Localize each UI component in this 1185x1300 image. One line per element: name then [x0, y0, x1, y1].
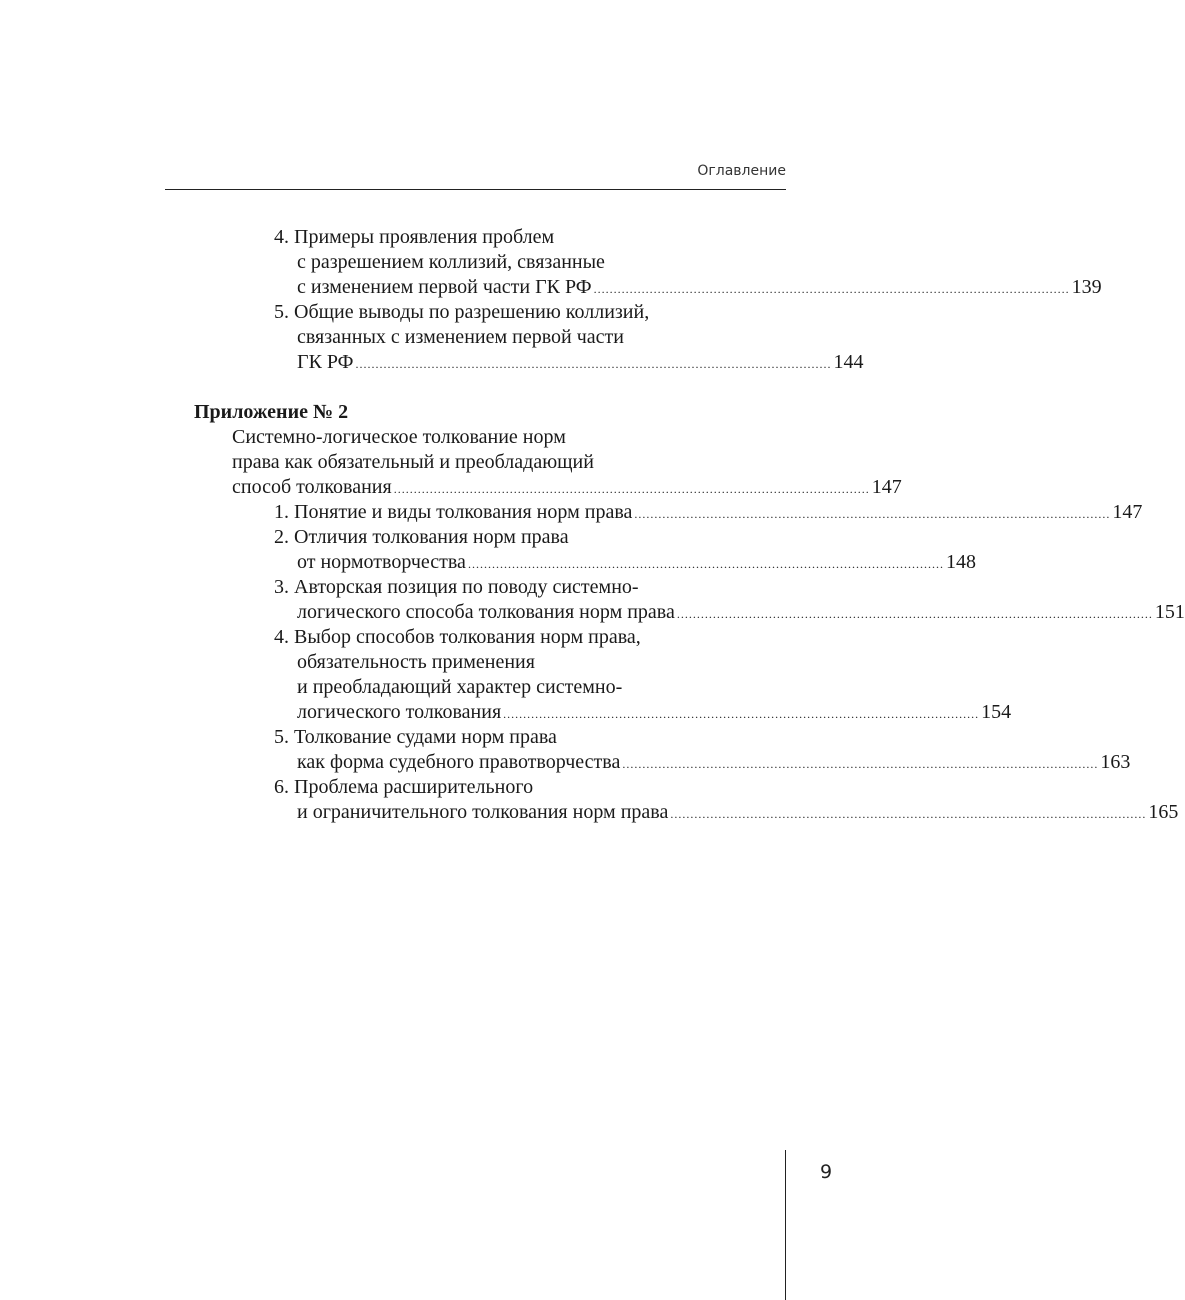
toc-entry-text: и ограничительного толкования норм права: [297, 801, 669, 823]
toc-page-number: 148: [945, 551, 976, 573]
toc-entry-text: логического толкования: [297, 701, 502, 723]
appendix-entry-4-line-3[interactable]: и преобладающий характер системно-: [297, 676, 623, 698]
toc-entry-5-line-1[interactable]: 5. Общие выводы по разрешению коллизий,: [274, 301, 650, 323]
toc-entry-text: 1. Понятие и виды толкования норм права: [274, 501, 633, 523]
toc-page-number: 147: [1112, 501, 1143, 523]
toc-page-number: 144: [833, 351, 864, 373]
leader-dots: .......................................................................................................................: [393, 482, 870, 496]
appendix-entry-4-line-2[interactable]: обязательность применения: [297, 651, 535, 673]
toc-page-number: 151: [1154, 601, 1185, 623]
leader-dots: .......................................................................................................................: [593, 282, 1070, 296]
leader-dots: .......................................................................................................................: [676, 607, 1153, 621]
toc-page-number: 139: [1071, 276, 1102, 298]
toc-page-number: 165: [1148, 801, 1179, 823]
appendix-entry-6-line-2[interactable]: [297, 800, 1179, 827]
leader-dots: .......................................................................................................................: [634, 507, 1111, 521]
toc-page-number: 163: [1100, 751, 1131, 773]
leader-dots: .......................................................................................................................: [467, 557, 944, 571]
leader-dots: .......................................................................................................................: [503, 707, 980, 721]
appendix-entry-2-line-1[interactable]: 2. Отличия толкования норм права: [274, 526, 569, 548]
toc-entry-text: как форма судебного правотворчества: [297, 751, 621, 773]
appendix-entry-5-line-2[interactable]: [297, 750, 1131, 777]
appendix-title-line-3[interactable]: [232, 475, 902, 502]
toc-page-number: 154: [981, 701, 1012, 723]
appendix-entry-1[interactable]: [274, 500, 1143, 527]
appendix-entry-2-line-2[interactable]: [297, 550, 976, 577]
toc-entry-text: с изменением первой части ГК РФ: [297, 276, 592, 298]
appendix-heading[interactable]: Приложение № 2: [194, 401, 349, 423]
appendix-entry-4-line-4[interactable]: [297, 700, 1012, 727]
appendix-entry-4-line-1[interactable]: 4. Выбор способов толкования норм права,: [274, 626, 641, 648]
toc-entry-4-line-1[interactable]: 4. Примеры проявления проблем: [274, 226, 555, 248]
toc-entry-text: ГК РФ: [297, 351, 354, 373]
leader-dots: .......................................................................................................................: [622, 757, 1099, 771]
toc-entry-text: способ толкования: [232, 476, 392, 498]
appendix-entry-5-line-1[interactable]: 5. Толкование судами норм права: [274, 726, 557, 748]
toc-page-number: 147: [871, 476, 902, 498]
appendix-entry-3-line-2[interactable]: [297, 600, 1185, 627]
toc-entry-5-line-3[interactable]: [297, 350, 864, 377]
header-rule: [165, 189, 786, 190]
appendix-title-line-2[interactable]: права как обязательный и преобладающий: [232, 451, 594, 473]
toc-entry-4-line-2[interactable]: с разрешением коллизий, связанные: [297, 251, 605, 273]
toc-entry-text: логического способа толкования норм права: [297, 601, 675, 623]
toc-entry-5-line-2[interactable]: связанных с изменением первой части: [297, 326, 624, 348]
leader-dots: .......................................................................................................................: [355, 357, 832, 371]
toc-entry-4-line-3[interactable]: [297, 275, 1102, 302]
leader-dots: .......................................................................................................................: [670, 807, 1147, 821]
appendix-entry-6-line-1[interactable]: 6. Проблема расширительного: [274, 776, 534, 798]
page-number: 9: [820, 1161, 833, 1183]
appendix-entry-3-line-1[interactable]: 3. Авторская позиция по поводу системно-: [274, 576, 639, 598]
appendix-title-line-1[interactable]: Системно-логическое толкование норм: [232, 426, 566, 448]
page-number-rule: [785, 1150, 786, 1300]
toc-entry-text: от нормотворчества: [297, 551, 466, 573]
running-head: Оглавление: [697, 163, 786, 179]
